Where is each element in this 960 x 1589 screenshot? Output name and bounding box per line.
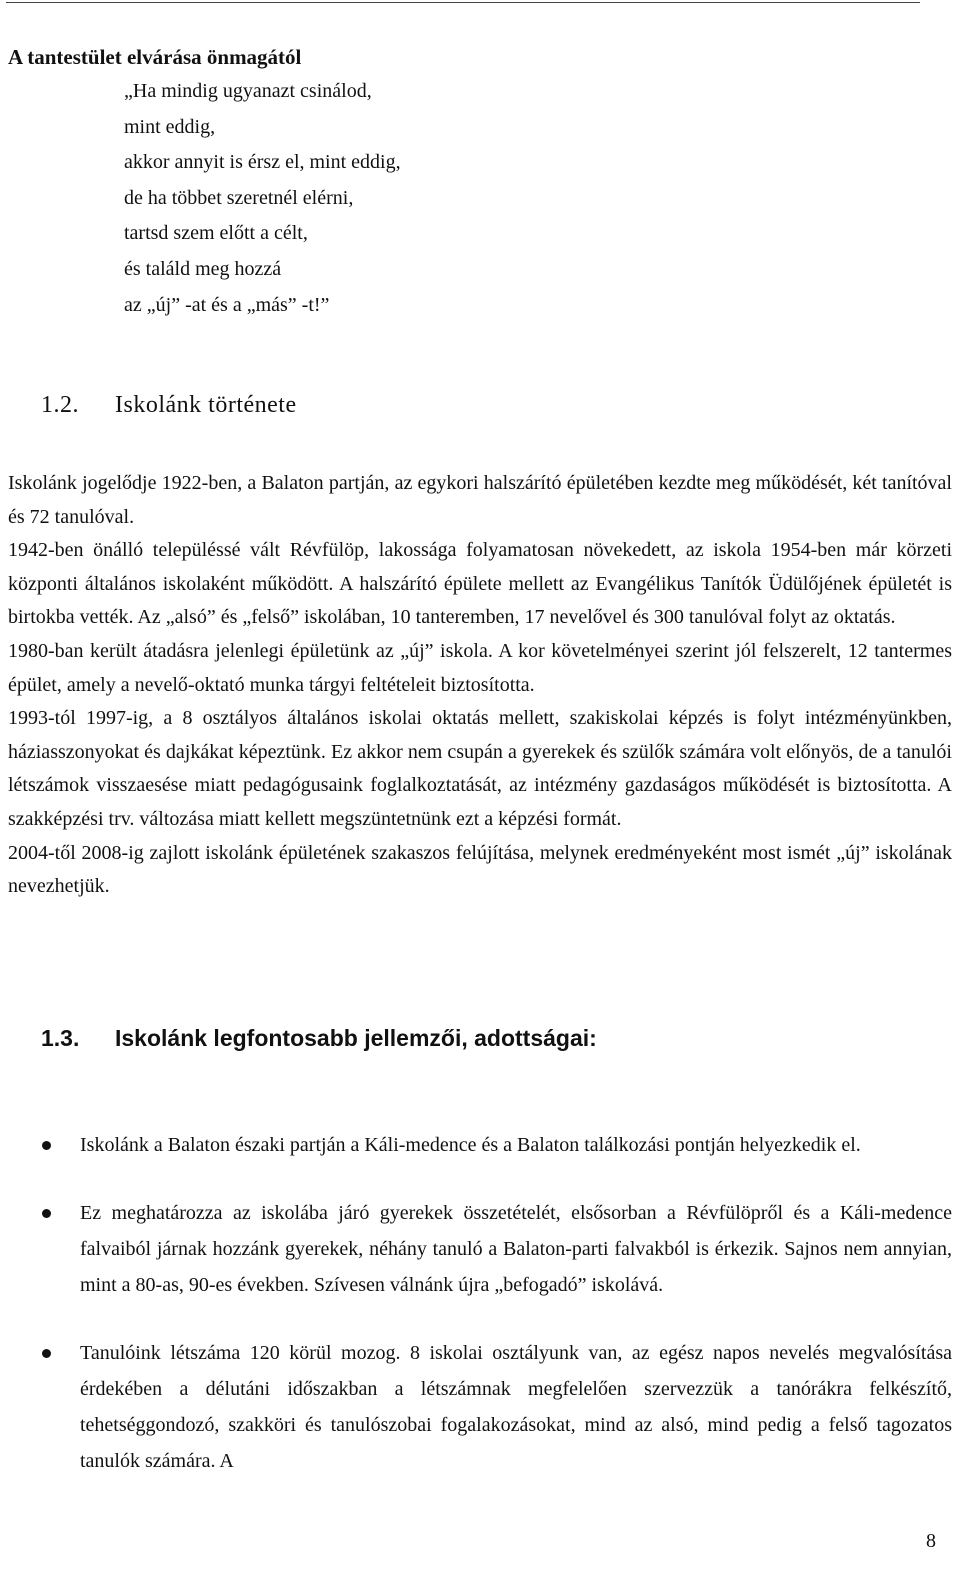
poem-line: az „új” -at és a „más” -t!” [124, 293, 330, 316]
header-rule [6, 2, 920, 3]
poem-line: mint eddig, [124, 115, 216, 138]
section-title: Iskolánk története [115, 392, 297, 418]
document-page [8, 40, 952, 1472]
bullet-icon [42, 1349, 51, 1358]
list-item [8, 1127, 952, 1163]
section-title: Iskolánk legfontosabb jellemzői, adottságai: [115, 1025, 597, 1051]
poem-line: de ha többet szeretnél elérni, [124, 186, 354, 209]
poem-line: és találd meg hozzá [124, 257, 282, 280]
list-item-text: Tanulóink létszáma 120 körül mozog. 8 iskolai osztályunk van, az egész napos nevelés megvalósítása érdekében a délutáni időszakban a létszámnak megfelelően szervezzük a tanórákra felkészítő, tehetséggondozó, szakköri és tanulószobai fogalakozásokat, mind az alsó, mind pedig a felső tagozatos tanulók számára. A [80, 1342, 952, 1472]
page-number: 8 [926, 1530, 936, 1552]
paragraph: 1980-ban került átadásra jelenlegi épületünk az „új” iskola. A kor követelményei szerint jól felszerelt, 12 tantermes épület, amely a nevelő-oktató munka tárgyi feltételeit biztosította. [8, 639, 952, 696]
list-item [8, 1335, 952, 1479]
list-item-text: Ez meghatározza az iskolába járó gyerekek összetételét, elsősorban a Révfülöpről és a Káli-medence falvaiból járnak hozzánk gyerekek, néhány tanuló a Balaton-parti falvakból is érkezik. Sajnos nem annyian, mint a 80-as, 90-es években. Szívesen válnánk újra „befogadó” iskolává. [80, 1202, 952, 1296]
bullet-icon [42, 1141, 51, 1150]
section-number: 1.2. [41, 392, 79, 418]
paragraph: 1993-tól 1997-ig, a 8 osztályos általános iskolai oktatás mellett, szakiskolai képzés is folyt intézményünkben, háziasszonyokat és dajkákat képeztünk. Ez akkor nem csupán a gyerekek és szülők számára volt előnyös, de a tanulói létszámok visszaesése miatt pedagógusaink foglalkoztatását, az intézmény gazdaságos működését is biztosította. A szakképzési trv. változása miatt kellett megszüntetnünk ezt a képzési formát. [8, 707, 952, 830]
motto-poem [124, 74, 952, 323]
paragraph: Iskolánk jogelődje 1922-ben, a Balaton partján, az egykori halszárító épületében kezdte meg működését, két tanítóval és 72 tanulóval. [8, 472, 952, 528]
paragraph: 1942-ben önálló településsé vált Révfülöp, lakossága folyamatosan növekedett, az iskola 1954-ben már körzeti központi általános iskolaként működött. A halszárító épülete mellett az Evangélikus Tanítók Üdülőjének épületét is birtokba vették. Az „alsó” és „felső” iskolában, 10 tanteremben, 17 nevelővel és 300 tanulóval folyt az oktatás. [8, 539, 952, 629]
list-item-text: Iskolánk a Balaton északi partján a Káli-medence és a Balaton találkozási pontján helyezkedik el. [80, 1134, 861, 1156]
section-number: 1.3. [41, 1025, 80, 1051]
section-heading-history [41, 390, 297, 420]
poem-line: tartsd szem előtt a célt, [124, 222, 308, 245]
history-body [8, 467, 952, 904]
poem-line: „Ha mindig ugyanazt csinálod, [124, 80, 372, 102]
features-list [8, 1127, 952, 1511]
paragraph: 2004-től 2008-ig zajlott iskolánk épületének szakaszos felújítása, melynek eredményeként most ismét „új” iskolának nevezhetjük. [8, 841, 952, 898]
section-heading-features [41, 1023, 597, 1053]
motto-title: A tantestület elvárása önmagától [8, 45, 302, 69]
poem-line: akkor annyit is érsz el, mint eddig, [124, 151, 401, 174]
bullet-icon [42, 1209, 51, 1218]
list-item [8, 1195, 952, 1303]
